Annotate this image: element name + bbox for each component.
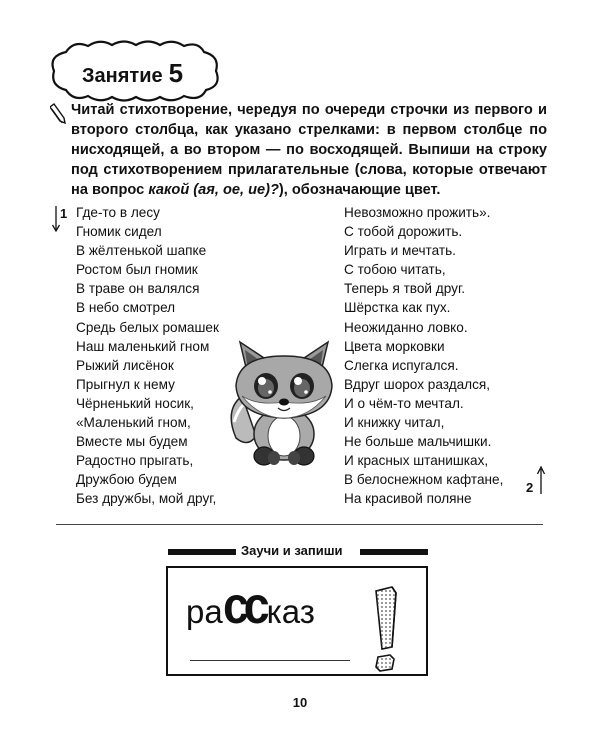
poem-line-right: Шёрстка как пух. [344,300,451,316]
vocabulary-word [186,577,315,637]
poem-line-right: Теперь я твой друг. [344,281,466,297]
poem-line-left: Дружбою будем [76,472,177,488]
poem-line-right: Вдруг шорох раздался, [344,376,491,392]
word-start: ра [186,593,223,630]
poem-line-right: И книжку читал, [344,415,445,431]
poem-line-right: Не больше мальчишки. [344,434,492,450]
lesson-label: Занятие [82,65,163,87]
pencil-icon [50,103,68,125]
answer-line [56,524,543,525]
poem-line-right: С тобой дорожить. [344,224,463,240]
title-bar-right [360,549,428,555]
poem-line-right: Играть и мечтать. [344,243,456,259]
poem-line-right: И красных штанишках, [344,453,489,469]
word-highlight: сс [222,577,264,635]
poem-line-left: Прыгнул к нему [76,376,175,392]
fox-illustration [226,340,338,468]
poem-line-left: Чёрненький носик, [76,395,194,411]
poem-line-left: В жёлтенькой шапке [76,243,207,259]
instruction-question: какой (ая, ое, ие)? [148,182,279,198]
poem-line-left: Без дружбы, мой друг, [76,491,217,507]
arrow-down-icon [52,206,60,232]
lesson-number: 5 [168,58,184,88]
instruction-text: Читай стихотворение, чередуя по очереди строчки из первого и второго столбца, как указано стрелками: в первом столбце по нисходящей, а во втором — по восходящей. Выпиши на строку под стихотворением прилагательные (слова, которые отвечают на вопрос [71,102,547,198]
lesson-title [82,58,183,89]
arrow-up-icon [537,466,545,494]
title-bar-left [168,549,236,555]
poem-line-left: В небо смотрел [76,300,176,316]
memo-title: Заучи и запиши [241,543,343,558]
poem-line-left: «Маленький гном, [76,415,191,431]
poem-line-right: На красивой поляне [344,491,472,507]
page-number: 10 [292,695,308,710]
poem-line-right: Слегка испугался. [344,357,459,373]
poem-line-left: Средь белых ромашек [76,319,219,335]
poem-line-left: Радостно прыгать, [76,453,194,469]
column-1-number: 1 [60,206,68,221]
poem-line-left: Вместе мы будем [76,434,188,450]
poem-column-left [76,203,219,509]
poem-line-left: Гномик сидел [76,224,162,240]
poem-line-right: Неожиданно ловко. [344,319,468,335]
poem-line-left: Где-то в лесу [76,205,160,220]
instruction-text-end: ), обозначающие цвет. [278,182,441,198]
poem-line-left: Рыжий лисёнок [76,357,174,373]
poem-line-left: В траве он валялся [76,281,200,297]
write-line [190,660,350,661]
task-instruction [71,100,547,200]
poem-line-right: И о чём-то мечтал. [344,395,464,411]
poem-line-left: Ростом был гномик [76,262,198,278]
poem-line-right: С тобою читать, [344,262,446,278]
exclamation-icon [368,585,404,675]
poem-line-right: Невозможно прожить». [344,205,491,220]
poem-line-right: Цвета морковки [344,338,445,354]
column-2-number: 2 [526,480,534,495]
poem-column-right [344,203,503,509]
poem-line-left: Наш маленький гном [76,338,210,354]
poem-line-right: В белоснежном кафтане, [344,472,504,488]
word-end: каз [266,593,315,630]
